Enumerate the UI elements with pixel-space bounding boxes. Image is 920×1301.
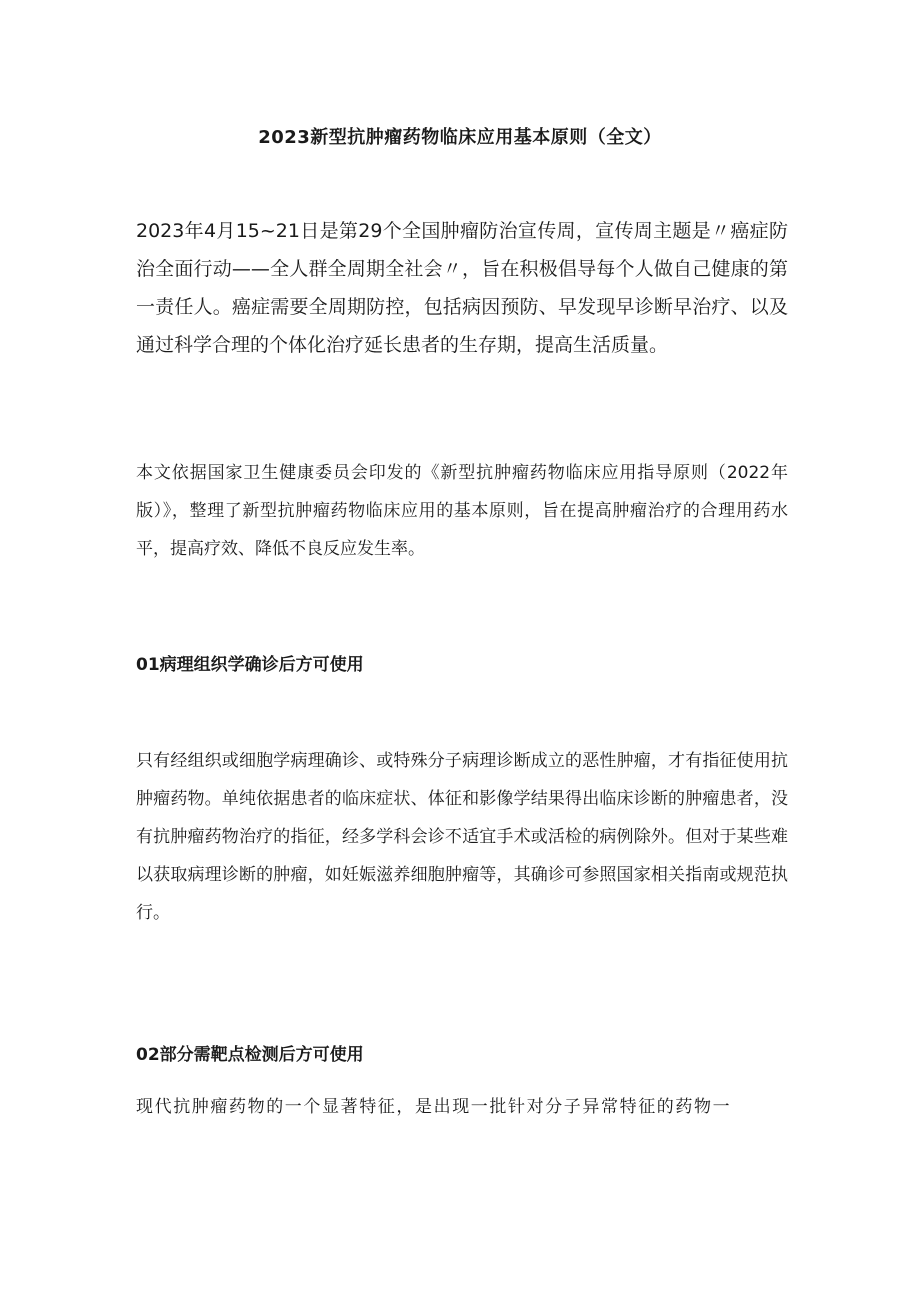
basis-paragraph: 本文依据国家卫生健康委员会印发的《新型抗肿瘤药物临床应用指导原则（2022年版）》，整理了新型抗肿瘤药物临床应用的基本原则，旨在提高肿瘤治疗的合理用药水平，提高疗效、降低不良反应发生率。 (136, 463, 788, 559)
section-1-paragraph: 只有经组织或细胞学病理确诊、或特殊分子病理诊断成立的恶性肿瘤，才有指征使用抗肿瘤药物。单纯依据患者的临床症状、体征和影像学结果得出临床诊断的肿瘤患者，没有抗肿瘤药物治疗的指征，经多学科会诊不适宜手术或活检的病例除外。但对于某些难以获取病理诊断的肿瘤，如妊娠滋养细胞肿瘤等，其确诊可参照国家相关指南或规范执行。 (136, 751, 788, 923)
section-2-heading: 02部分需靶点检测后方可使用 (136, 1045, 364, 1065)
document-title: 2023新型抗肿瘤药物临床应用基本原则（全文） (258, 127, 662, 148)
section-1-heading: 01病理组织学确诊后方可使用 (136, 655, 364, 675)
intro-paragraph: 2023年4月15~21日是第29个全国肿瘤防治宣传周，宣传周主题是〃癌症防治全面行动——全人群全周期全社会〃，旨在积极倡导每个人做自己健康的第一责任人。癌症需要全周期防控，包括病因预防、早发现早诊断早治疗、以及通过科学合理的个体化治疗延长患者的生存期，提高生活质量。 (136, 220, 788, 356)
section-2-paragraph: 现代抗肿瘤药物的一个显著特征，是出现一批针对分子异常特征的药物一 (136, 1097, 732, 1117)
